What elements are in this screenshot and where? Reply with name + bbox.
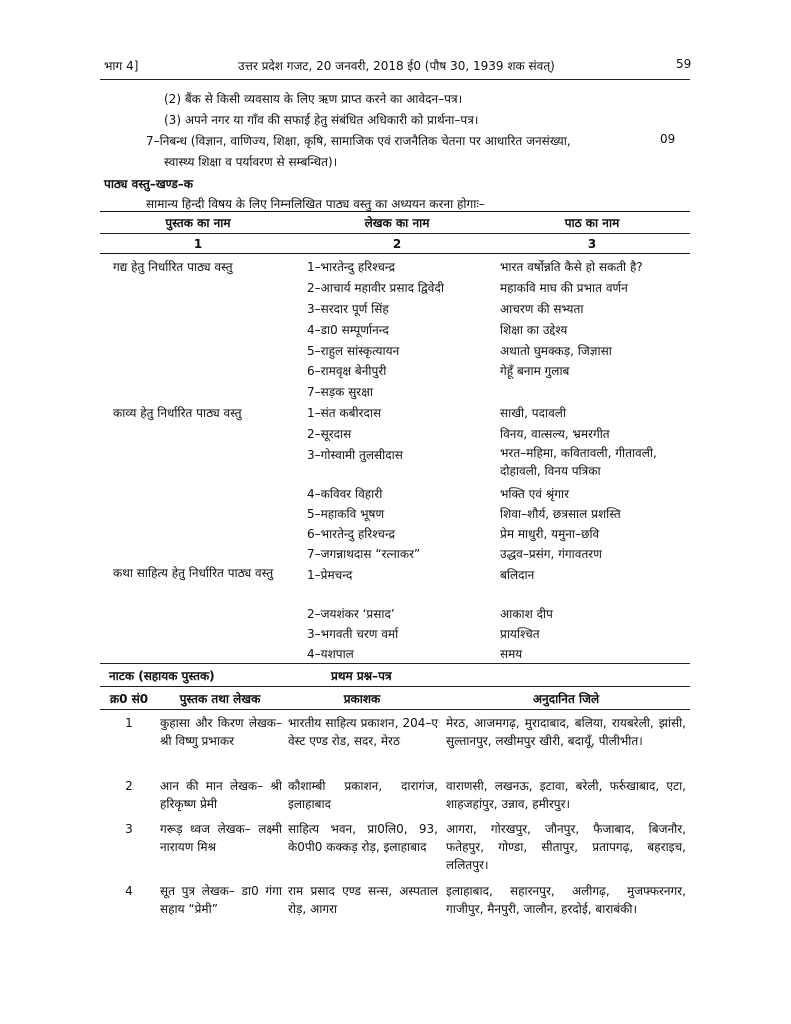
table-rule bbox=[100, 211, 690, 212]
author-cell: 5–महाकवि भूषण bbox=[307, 507, 385, 521]
serial-number: 1 bbox=[125, 716, 133, 730]
serial-number: 3 bbox=[125, 822, 133, 836]
category-label: कथा साहित्य हेतु निर्धारित पाठ्य वस्तु bbox=[113, 566, 274, 580]
districts-cell: आगरा, गोरखपुर, जौनपुर, फैजाबाद, बिजनौर, फतेहपुर, गोण्डा, सीतापुर, प्रतापगढ़, बहराइच, ललितपुर। bbox=[446, 822, 686, 872]
section-heading: पाठ्य वस्तु–खण्ड–क bbox=[104, 177, 193, 191]
lesson-cell: विनय, वात्सल्य, भ्रमरगीत bbox=[500, 427, 610, 441]
lesson-cell: भारत वर्षोन्नति कैसे हो सकती है? bbox=[500, 260, 643, 274]
lesson-cell: आचरण की सभ्यता bbox=[500, 302, 584, 316]
column-header: पाठ का नाम bbox=[564, 216, 620, 230]
author-cell: 4–डा0 सम्पूर्णानन्द bbox=[307, 323, 389, 337]
publisher-cell: भारतीय साहित्य प्रकाशन, 204–ए वेस्ट एण्ड रोड, सदर, मेरठ bbox=[288, 716, 438, 748]
book-cell: कुहासा और किरण लेखक– श्री विष्णु प्रभाकर bbox=[160, 716, 282, 748]
column-header: पुस्तक तथा लेखक bbox=[179, 692, 261, 706]
author-cell: 7–जगन्नाथदास “रत्नाकर” bbox=[307, 547, 421, 561]
intro-item: (3) अपने नगर या गाँव की सफाई हेतु संबंधित अधिकारी को प्रार्थना–पत्र। bbox=[164, 113, 479, 127]
table-rule bbox=[100, 709, 690, 710]
lesson-cell: भरत–महिमा, कवितावली, गीतावली, दोहावली, विनय पत्रिका bbox=[500, 446, 657, 478]
table-rule bbox=[100, 253, 690, 254]
intro-item: (2) बैंक से किसी व्यवसाय के लिए ऋण प्राप्त करने का आवेदन–पत्र। bbox=[164, 92, 463, 106]
lesson-cell: आकाश दीप bbox=[500, 607, 553, 621]
table-rule bbox=[100, 233, 690, 234]
lesson-cell: अथातो घुमक्कड़, जिज्ञासा bbox=[500, 344, 612, 358]
paper-label: प्रथम प्रश्न–पत्र bbox=[331, 669, 392, 683]
column-header: अनुदानित जिले bbox=[532, 692, 600, 706]
lesson-cell: समय bbox=[500, 647, 523, 661]
author-cell: 6–भारतेन्दु हरिश्चन्द्र bbox=[307, 527, 396, 541]
column-number: 1 bbox=[193, 237, 203, 251]
author-cell: 7–सड़क सुरक्षा bbox=[307, 385, 373, 399]
lesson-cell: प्रेम माधुरी, यमुना–छवि bbox=[500, 527, 600, 541]
author-cell: 5–राहुल सांस्कृत्यायन bbox=[307, 344, 400, 358]
author-cell: 2–जयशंकर ‘प्रसाद’ bbox=[307, 607, 395, 621]
category-label: गद्य हेतु निर्धारित पाठ्य वस्तु bbox=[113, 260, 233, 274]
essay-marks: 09 bbox=[660, 132, 676, 146]
serial-number: 4 bbox=[125, 884, 133, 898]
header-rule bbox=[100, 79, 690, 80]
lesson-cell: शिक्षा का उद्देश्य bbox=[500, 323, 568, 337]
lesson-cell: बलिदान bbox=[500, 568, 535, 582]
drama-label: नाटक (सहायक पुस्तक) bbox=[109, 669, 215, 683]
column-header: प्रकाशक bbox=[343, 692, 381, 706]
publisher-cell: कौशाम्बी प्रकाशन, दारागंज, इलाहाबाद bbox=[288, 779, 438, 811]
author-cell: 3–गोस्वामी तुलसीदास bbox=[307, 448, 403, 462]
book-cell: आन की मान लेखक– श्री हरिकृष्ण प्रेमी bbox=[160, 779, 282, 811]
header-part: भाग 4] bbox=[104, 59, 139, 73]
table-rule bbox=[100, 686, 690, 687]
author-cell: 2–आचार्य महावीर प्रसाद द्विवेदी bbox=[307, 281, 444, 295]
table-rule bbox=[100, 663, 690, 664]
author-cell: 1–भारतेन्दु हरिश्चन्द्र bbox=[307, 260, 396, 274]
column-header: क्र0 सं0 bbox=[109, 692, 149, 706]
lesson-cell: भक्ति एवं श्रृंगार bbox=[500, 487, 570, 501]
author-cell: 1–प्रेमचन्द bbox=[307, 568, 353, 582]
author-cell: 3–भगवती चरण वर्मा bbox=[307, 627, 399, 641]
author-cell: 4–यशपाल bbox=[307, 647, 354, 661]
essay-line: 7–निबन्ध (विज्ञान, वाणिज्य, शिक्षा, कृषि, सामाजिक एवं राजनैतिक चेतना पर आधारित जनसंख्या, bbox=[146, 134, 571, 148]
column-number: 2 bbox=[392, 237, 402, 251]
serial-number: 2 bbox=[125, 779, 133, 793]
districts-cell: वाराणसी, लखनऊ, इटावा, बरेली, फर्रुखाबाद, एटा, शाहजहांपुर, उन्नाव, हमीरपुर। bbox=[446, 779, 686, 811]
lesson-cell: गेहूँ बनाम गुलाब bbox=[500, 364, 570, 378]
author-cell: 4–कविवर विहारी bbox=[307, 487, 383, 501]
districts-cell: इलाहाबाद, सहारनपुर, अलीगढ़, मुजफ्फरनगर, गाजीपुर, मैनपुरी, जालौन, हरदोई, बाराबंकी। bbox=[446, 884, 686, 916]
column-number: 3 bbox=[587, 237, 597, 251]
lesson-cell: महाकवि माघ की प्रभात वर्णन bbox=[500, 281, 628, 295]
publisher-cell: राम प्रसाद एण्ड सन्स, अस्पताल रोड़, आगरा bbox=[288, 884, 438, 916]
lesson-cell: उद्धव–प्रसंग, गंगावतरण bbox=[500, 547, 602, 561]
lesson-cell: साखी, पदावली bbox=[500, 406, 566, 420]
lesson-cell: शिवा–शौर्य, छत्रसाल प्रशस्ति bbox=[500, 507, 621, 521]
publisher-cell: साहित्य भवन, प्रा0लि0, 93, के0पी0 कक्कड़ रोड़, इलाहाबाद bbox=[288, 822, 438, 854]
essay-line: स्वास्थ्य शिक्षा व पर्यावरण से सम्बन्धित)। bbox=[164, 155, 338, 169]
column-header: पुस्तक का नाम bbox=[165, 216, 231, 230]
author-cell: 3–सरदार पूर्ण सिंह bbox=[307, 302, 389, 316]
page-number: 59 bbox=[676, 57, 692, 71]
section-intro: सामान्य हिन्दी विषय के लिए निम्नलिखित पाठ्य वस्तु का अध्ययन करना होगाः– bbox=[146, 197, 485, 211]
category-label: काव्य हेतु निर्धारित पाठ्य वस्तु bbox=[113, 406, 242, 420]
districts-cell: मेरठ, आजमगढ़, मुरादाबाद, बलिया, रायबरेली, झांसी, सुल्तानपुर, लखीमपुर खीरी, बदायूँ, पीलीभीत। bbox=[446, 716, 686, 748]
author-cell: 1–संत कबीरदास bbox=[307, 406, 382, 420]
header-title: उत्तर प्रदेश गजट, 20 जनवरी, 2018 ई0 (पौष 30, 1939 शक संवत्) bbox=[238, 59, 555, 73]
column-header: लेखक का नाम bbox=[364, 216, 430, 230]
lesson-cell: प्रायश्चित bbox=[500, 627, 540, 641]
author-cell: 2–सूरदास bbox=[307, 427, 352, 441]
book-cell: सूत पुत्र लेखक– डा0 गंगा सहाय “प्रेमी” bbox=[160, 884, 282, 916]
book-cell: गरूड़ ध्वज लेखक– लक्ष्मी नारायण मिश्र bbox=[160, 822, 282, 854]
author-cell: 6–रामवृक्ष बेनीपुरी bbox=[307, 364, 387, 378]
